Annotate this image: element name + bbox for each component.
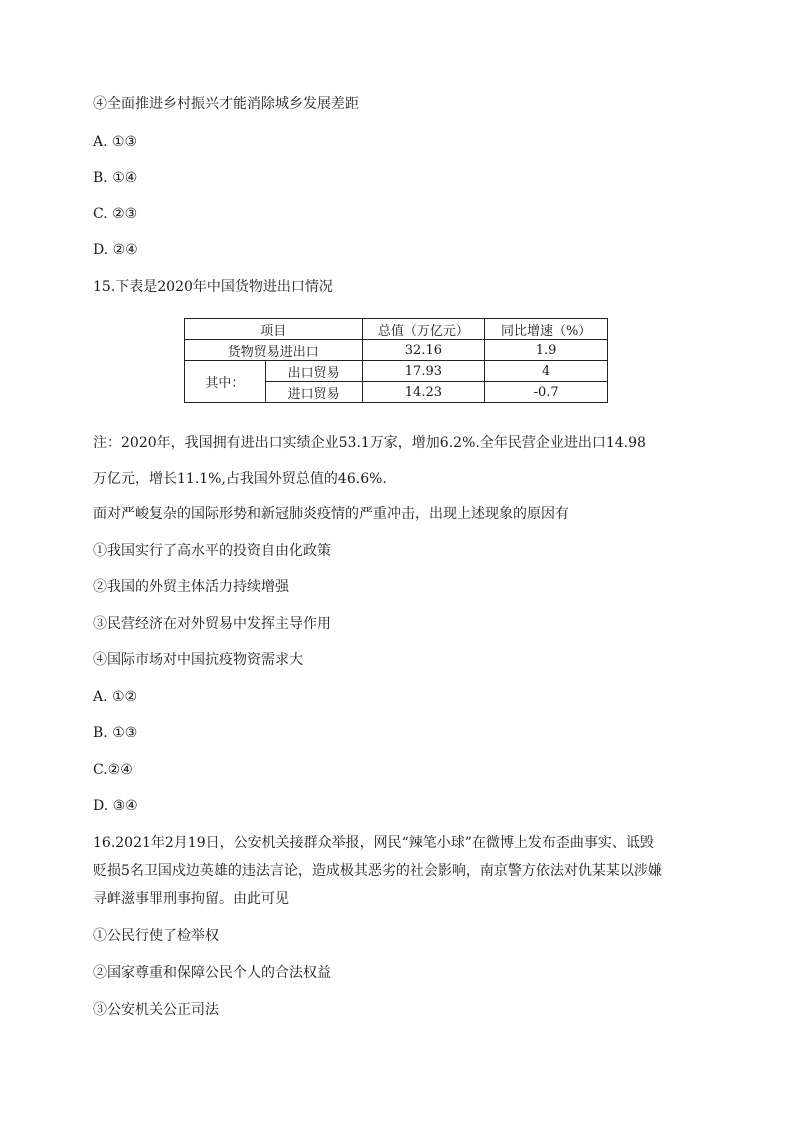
q16-item-3: ③公安机关公正司法 — [93, 1002, 219, 1018]
q15-item-4: ④国际市场对中国抗疫物资需求大 — [93, 652, 303, 668]
q14-option-b: B. ①④ — [93, 170, 138, 186]
row-growth: 1.9 — [485, 340, 608, 361]
q15-stem: 面对严峻复杂的国际形势和新冠肺炎疫情的严重冲击，出现上述现象的原因有 — [93, 506, 569, 522]
row-value: 14.23 — [362, 382, 485, 403]
q15-note-line-1: 注：2020年，我国拥有进出口实绩企业53.1万家，增加6.2%.全年民营企业进出口14.98 — [93, 435, 646, 451]
q15-option-a: A. ①② — [93, 689, 138, 705]
q15-option-c: C.②④ — [93, 762, 133, 778]
row-growth: 4 — [485, 361, 608, 382]
q15-item-2: ②我国的外贸主体活力持续增强 — [93, 579, 289, 595]
row-value: 32.16 — [362, 340, 485, 361]
q16-line-2: 贬损5名卫国戍边英雄的违法言论，造成极其恶劣的社会影响，南京警方依法对仇某某以涉嫌 — [93, 863, 662, 879]
q16-line-3: 寻衅滋事罪刑事拘留。由此可见 — [93, 891, 289, 907]
q15-title: 15.下表是2020年中国货物进出口情况 — [93, 279, 333, 295]
header-item: 项目 — [185, 319, 363, 340]
table-row — [185, 340, 608, 361]
q14-option-c: C. ②③ — [93, 206, 138, 222]
q16-line-1: 16.2021年2月19日，公安机关接群众举报，网民“辣笔小球”在微博上发布歪曲事实、诋毁 — [93, 835, 654, 851]
header-growth: 同比增速（%） — [485, 319, 608, 340]
table-row — [185, 361, 608, 382]
q15-item-1: ①我国实行了高水平的投资自由化政策 — [93, 543, 331, 559]
row-label: 出口贸易 — [265, 361, 362, 382]
row-label: 货物贸易进出口 — [185, 340, 363, 361]
header-value: 总值（万亿元） — [362, 319, 485, 340]
trade-table — [184, 318, 608, 403]
row-label: 进口贸易 — [265, 382, 362, 403]
row-value: 17.93 — [362, 361, 485, 382]
q15-option-d: D. ③④ — [93, 798, 138, 814]
q15-note-line-2: 万亿元，增长11.1%,占我国外贸总值的46.6%. — [93, 471, 387, 487]
q14-option-a: A. ①③ — [93, 134, 138, 150]
q14-option-d: D. ②④ — [93, 242, 138, 258]
q15-item-3: ③民营经济在对外贸易中发挥主导作用 — [93, 616, 331, 632]
q14-item-4: ④全面推进乡村振兴才能消除城乡发展差距 — [93, 96, 359, 112]
q15-option-b: B. ①③ — [93, 725, 138, 741]
row-growth: -0.7 — [485, 382, 608, 403]
q16-item-2: ②国家尊重和保障公民个人的合法权益 — [93, 965, 331, 981]
q16-item-1: ①公民行使了检举权 — [93, 928, 219, 944]
group-label: 其中： — [185, 361, 266, 403]
table-header-row — [185, 319, 608, 340]
